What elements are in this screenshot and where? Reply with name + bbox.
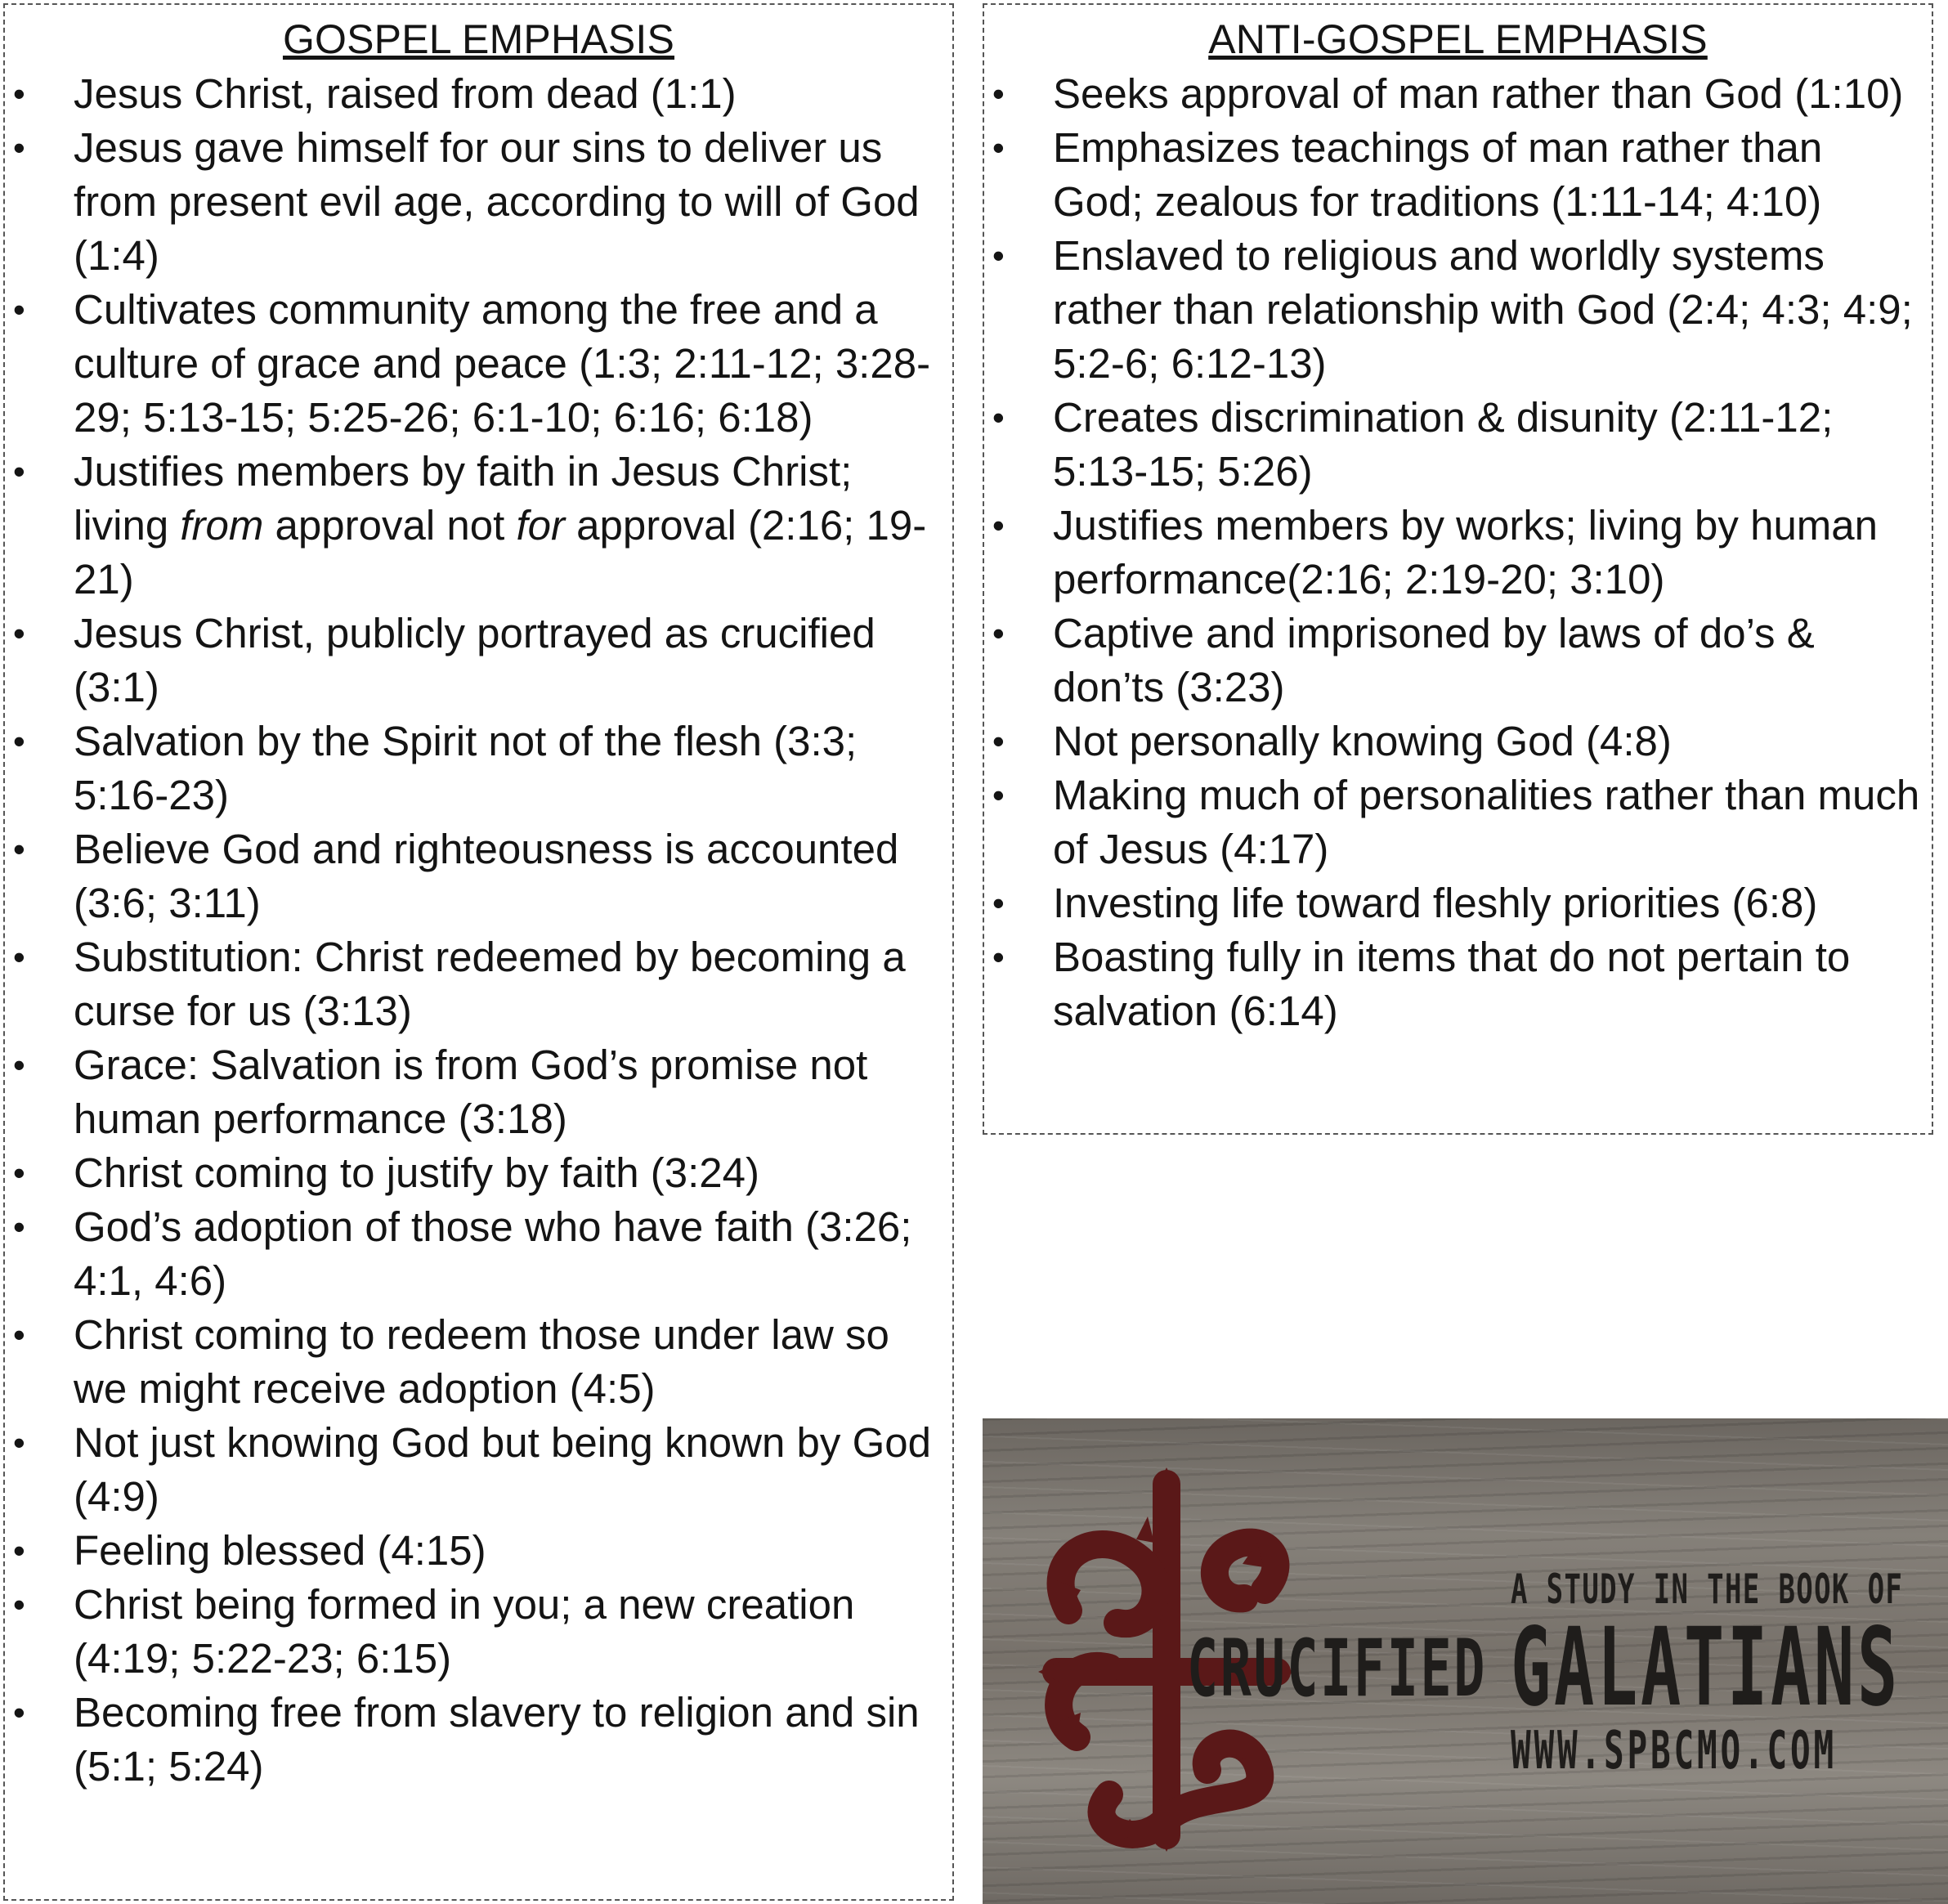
list-item-text: Boasting fully in items that do not pertain to salvation (6:14) (1053, 934, 1851, 1034)
list-item-text: Christ being formed in you; a new creation (4:19; 5:22-23; 6:15) (74, 1581, 855, 1682)
list-item (5, 1146, 952, 1200)
list-item-text: Seeks approval of man rather than God (1:10) (1053, 70, 1904, 117)
list-item (984, 229, 1932, 391)
emphasis-for: for (516, 502, 565, 549)
gospel-list (5, 67, 952, 1794)
galatians-study-banner (983, 1418, 1948, 1904)
list-item (5, 607, 952, 715)
list-item (984, 499, 1932, 607)
text-segment: approval (2:16; 19-21) (74, 502, 927, 603)
list-item (5, 715, 952, 822)
list-item (5, 445, 952, 607)
list-item-text: Captive and imprisoned by laws of do’s & don’ts (3:23) (1053, 610, 1815, 710)
list-item (5, 67, 952, 121)
list-item-text: Jesus Christ, raised from dead (1:1) (74, 70, 737, 117)
anti-gospel-list (984, 67, 1932, 1038)
list-item (5, 1686, 952, 1794)
list-item (5, 1200, 952, 1308)
list-item (5, 930, 952, 1038)
list-item (5, 822, 952, 930)
list-item-text: Creates discrimination & disunity (2:11-12; 5:13-15; 5:26) (1053, 394, 1834, 495)
list-item-text: Jesus Christ, publicly portrayed as crucified (3:1) (74, 610, 875, 710)
list-item (5, 1308, 952, 1416)
list-item (984, 121, 1932, 229)
book-title: GALATIANS (1511, 1605, 1901, 1731)
list-item (5, 1578, 952, 1686)
emphasis-from: from (180, 502, 264, 549)
list-item (984, 391, 1932, 499)
list-item-text: Enslaved to religious and worldly systems rather than relationship with God (2:4; 4:3; 4:9; 5:2-6; 6:12-13) (1053, 232, 1913, 387)
gospel-heading: GOSPEL EMPHASIS (282, 16, 675, 62)
list-item-text: Substitution: Christ redeemed by becoming a curse for us (3:13) (74, 934, 906, 1034)
list-item-text: Making much of personalities rather than much of Jesus (4:17) (1053, 772, 1920, 872)
list-item-text: Not personally knowing God (4:8) (1053, 718, 1672, 764)
list-item-text (74, 448, 926, 603)
list-item (5, 121, 952, 283)
list-item (5, 1038, 952, 1146)
list-item-text: Christ coming to redeem those under law so we might receive adoption (4:5) (74, 1311, 889, 1412)
list-item (5, 283, 952, 445)
list-item-text: Cultivates community among the free and a culture of grace and peace (1:3; 2:11-12; 3:28-29; 5:13-15; 5:25-26; 6:1-10; 6:16; 6:18) (74, 286, 931, 441)
list-item-text: Becoming free from slavery to religion and sin (5:1; 5:24) (74, 1689, 920, 1790)
anti-gospel-emphasis-panel (983, 3, 1933, 1135)
list-item (984, 607, 1932, 715)
text-segment: Justifies members by faith in Jesus Christ; living (74, 448, 853, 549)
list-item-text: Investing life toward fleshly priorities (6:8) (1053, 880, 1818, 926)
anti-gospel-heading: ANTI-GOSPEL EMPHASIS (1208, 16, 1708, 62)
list-item (984, 67, 1932, 121)
gospel-emphasis-panel (3, 3, 954, 1901)
list-item (984, 876, 1932, 930)
list-item (5, 1524, 952, 1578)
crucified-logo-text: CRUCIFIED (1187, 1623, 1488, 1714)
list-item-text: Grace: Salvation is from God’s promise not human performance (3:18) (74, 1042, 868, 1142)
text-segment: approval not (263, 502, 517, 549)
list-item-text: Justifies members by works; living by human performance(2:16; 2:19-20; 3:10) (1053, 502, 1879, 603)
list-item-text: Salvation by the Spirit not of the flesh (3:3; 5:16-23) (74, 718, 858, 818)
list-item-text: Not just knowing God but being known by God (4:9) (74, 1419, 931, 1520)
list-item-text: God’s adoption of those who have faith (3:26; 4:1, 4:6) (74, 1203, 912, 1304)
list-item (5, 1416, 952, 1524)
list-item-text: Feeling blessed (4:15) (74, 1527, 486, 1574)
list-item (984, 768, 1932, 876)
list-item (984, 715, 1932, 768)
list-item-text: Jesus gave himself for our sins to deliver us from present evil age, according to will of God (1:4) (74, 124, 920, 279)
website-url: WWW.SPBCMO.COM (1511, 1721, 1837, 1781)
list-item-text: Christ coming to justify by faith (3:24) (74, 1149, 759, 1196)
list-item-text: Believe God and righteousness is accounted (3:6; 3:11) (74, 826, 899, 926)
list-item (984, 930, 1932, 1038)
study-subtitle: A STUDY IN THE BOOK OF (1511, 1566, 1904, 1613)
list-item-text: Emphasizes teachings of man rather than God; zealous for traditions (1:11-14; 4:10) (1053, 124, 1823, 225)
